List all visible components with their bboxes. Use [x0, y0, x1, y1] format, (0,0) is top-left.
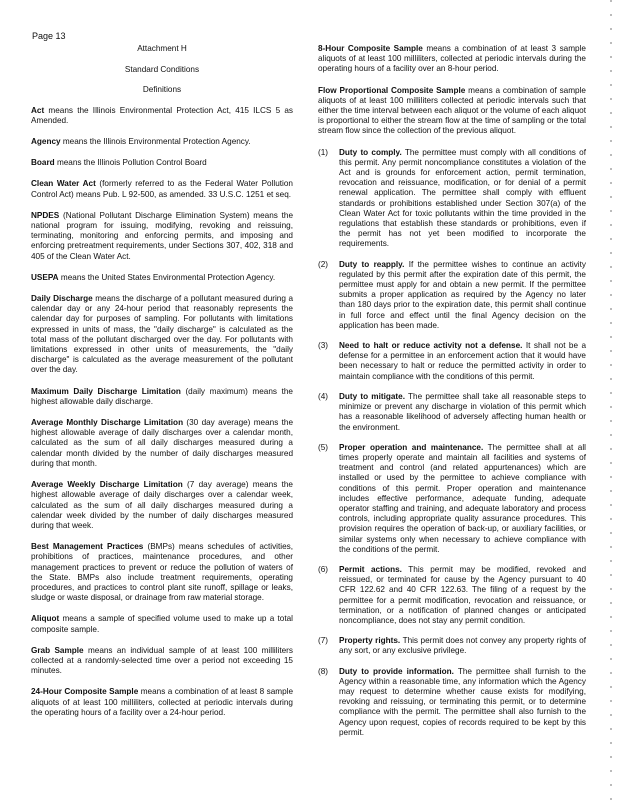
definition-item	[31, 179, 293, 199]
definition-text: (National Pollutant Discharge Elimination System) means the national program for issuing, modifying, revoking and reissuing, terminating, monitoring and enforcing permits, and imposing and enforcing pretreatment requirements, under Sections 307, 402, 318 and 405 of the Clean Water Act.	[31, 210, 293, 261]
condition-item	[318, 443, 586, 555]
condition-text: This permit may be modified, revoked and reissued, or terminated for cause by the Agency pursuant to 40 CFR 122.62 and 40 CFR 122.63. The filing of a request by the permittee for a permit modification, revocation and reissuance, or termination, or a notification of planned changes or anticipated noncompliance, does not stay any permit condition.	[339, 564, 586, 625]
definition-text: means a sample of specified volume used to make up a total composite sample.	[31, 614, 293, 634]
definition-text: means a combination of at least 3 sample aliquots of at least 100 milliliters, collected at periodic intervals during the operating hours of a facility over an 8-hour period.	[318, 44, 586, 74]
definition-item	[31, 273, 293, 283]
definition-term: 24-Hour Composite Sample	[31, 687, 139, 697]
definition-text: (daily maximum) means the highest allowable daily discharge.	[31, 386, 293, 406]
condition-text: The permittee shall take all reasonable steps to minimize or prevent any discharge in violation of this permit which has a reasonable likelihood of adversely affecting human health or the environment.	[339, 391, 586, 432]
definition-text: means the discharge of a pollutant measured during a calendar day or any 24-hour period that reasonably represents the calendar day for purposes of sampling. For pollutants with limitations expressed in units of mass, the "daily discharge" is calculated as the total mass of the pollutant discharged over the day. For pollutants with limitations expressed in other units of measurements, the "daily discharge" is calculated as the average measurement of the pollutant over the day.	[31, 294, 293, 375]
condition-title: Duty to comply.	[339, 147, 402, 157]
condition-number: (7)	[318, 636, 329, 646]
condition-text: It shall not be a defense for a permittee in an enforcement action that it would have been necessary to halt or reduce the permitted activity in order to maintain compliance with the conditions of this permit.	[339, 341, 587, 381]
definition-text: means the Illinois Pollution Control Board	[56, 158, 207, 168]
definition-item	[31, 387, 293, 407]
conditions-list	[318, 148, 586, 738]
definition-term: Act	[31, 105, 45, 115]
definition-text: (BMPs) means schedules of activities, prohibitions of practices, maintenance procedures, and other management practices to prevent or reduce the pollution of waters of the State. BMPs also include treatment requirements, operating procedures, and practices to control plant site runoff, spillage or leaks, sludge or waste disposal, or drainage from raw material storage.	[31, 542, 294, 603]
scan-edge-artifact	[610, 0, 612, 800]
page-number: Page 13	[32, 31, 66, 41]
condition-title: Duty to reapply.	[339, 259, 405, 269]
definition-item	[31, 646, 293, 677]
definition-term: Average Monthly Discharge Limitation	[31, 418, 184, 428]
definition-item	[31, 418, 293, 469]
condition-text: If the permittee wishes to continue an activity regulated by this permit after the expiration date of this permit, the permittee must apply for and obtain a new permit. If the permittee submits a proper application as required by the Agency no later than 180 days prior to the expiration date, this permit shall continue in full force and effect until the final Agency decision on the application has been made.	[339, 259, 586, 330]
definition-term: Board	[31, 158, 55, 168]
condition-number: (2)	[318, 259, 329, 269]
definition-term: Aliquot	[31, 614, 60, 624]
condition-title: Need to halt or reduce activity not a defense.	[339, 341, 523, 351]
standard-conditions-title: Standard Conditions	[124, 65, 200, 75]
definition-item	[31, 137, 293, 147]
definition-term: Best Management Practices	[31, 542, 144, 552]
definition-text: means the United States Environmental Protection Agency.	[60, 272, 276, 282]
condition-body	[339, 392, 586, 433]
definition-text: means a combination of at least 8 sample aliquots of at least 100 milliliters, collected at periodic intervals during the operating hours of a facility over a 24-hour period.	[31, 687, 293, 717]
condition-item	[318, 667, 586, 738]
condition-text: The permittee must comply with all conditions of this permit. Any permit noncompliance constitutes a violation of the Act and is grounds for enforcement action, permit termination, revocation and reissuance, modification, or for denial of a permit renewal application. The permittee shall comply with effluent standards or prohibitions established under Section 307(a) of the Clean Water Act for toxic pollutants within the time provided in the regulations that establish these standards or prohibitions, even if the permit has not yet been modified to incorporate the requirements.	[339, 147, 586, 249]
attachment-title: Attachment H	[137, 44, 187, 53]
condition-item	[318, 341, 586, 382]
condition-body	[339, 443, 586, 555]
condition-body	[339, 565, 586, 626]
condition-body	[339, 148, 586, 250]
condition-item	[318, 392, 586, 433]
condition-title: Property rights.	[339, 636, 401, 646]
definition-item	[31, 294, 293, 376]
definition-text: means a combination of sample aliquots of at least 100 milliliters collected at periodic intervals such that either the time interval between each aliquot or the volume of each aliquot is proportional to either the stream flow at the time of sampling or the total stream flow since the collection of the previous aliquot.	[318, 85, 586, 136]
definition-item	[318, 86, 586, 137]
condition-title: Proper operation and maintenance.	[339, 442, 484, 452]
condition-number: (8)	[318, 666, 329, 676]
condition-number: (6)	[318, 564, 329, 574]
definition-term: USEPA	[31, 272, 59, 282]
condition-body	[339, 667, 586, 738]
definition-text: means an individual sample of at least 100 milliliters collected at a randomly-selected time over a period not exceeding 15 minutes.	[31, 645, 293, 676]
definition-text: means the Illinois Environmental Protection Act, 415 ILCS 5 as Amended.	[31, 105, 293, 125]
condition-text: The permittee shall furnish to the Agency within a reasonable time, any information which the Agency may request to determine whether cause exists for modifying, revoking and reissuing, or terminating this permit, or to determine compliance with the permit. The permittee shall also furnish to the Agency upon request, copies of records required to be kept by this permit.	[339, 666, 586, 737]
definition-term: Agency	[31, 137, 61, 147]
condition-item	[318, 565, 586, 626]
definition-item	[31, 542, 293, 603]
condition-text: This permit does not convey any property rights of any sort, or any exclusive privilege.	[339, 636, 586, 656]
definitions-title: Definitions	[142, 85, 182, 95]
definition-item	[318, 44, 586, 75]
right-column	[318, 44, 586, 748]
left-column	[31, 44, 293, 729]
condition-item	[318, 636, 586, 656]
definition-text: (7 day average) means the highest allowable average of daily discharges over a calendar week, calculated as the sum of all daily discharges measured during a calendar week divided by the number of daily discharges measured during that week.	[31, 480, 293, 530]
definition-term: Maximum Daily Discharge Limitation	[31, 386, 181, 396]
definition-item	[31, 480, 293, 531]
definition-item	[31, 687, 293, 718]
definition-text: (formerly referred to as the Federal Water Pollution Control Act) means Pub. L 92-500, as amended. 33 U.S.C. 1251 et seq.	[31, 179, 293, 199]
definition-item	[31, 211, 293, 262]
definition-item	[31, 106, 293, 126]
definition-term: 8-Hour Composite Sample	[318, 44, 423, 53]
condition-body	[339, 636, 586, 656]
condition-number: (4)	[318, 391, 329, 401]
condition-body	[339, 260, 586, 331]
definition-term: Daily Discharge	[31, 294, 93, 304]
definition-term: Flow Proportional Composite Sample	[318, 85, 466, 95]
definition-text: means the Illinois Environmental Protection Agency.	[62, 137, 251, 147]
definitions-list-left	[31, 106, 293, 718]
definition-term: Clean Water Act	[31, 179, 96, 189]
condition-number: (1)	[318, 147, 329, 157]
condition-title: Duty to provide information.	[339, 666, 454, 676]
condition-item	[318, 148, 586, 250]
definition-term: Average Weekly Discharge Limitation	[31, 480, 183, 490]
condition-body	[339, 341, 586, 382]
definitions-list-right	[318, 44, 586, 137]
condition-title: Duty to mitigate.	[339, 391, 405, 401]
definition-item	[31, 158, 293, 168]
definition-term: Grab Sample	[31, 645, 84, 655]
condition-number: (5)	[318, 442, 329, 452]
condition-title: Permit actions.	[339, 564, 402, 574]
condition-item	[318, 260, 586, 331]
condition-text: The permittee shall at all times properly operate and maintain all facilities and systems of treatment and control (and related appurtenances) which are installed or used by the permittee to achieve compliance with conditions of this permit. Proper operation and maintenance includes effective performance, adequate funding, adequate operator staffing and training, and adequate laboratory and process controls, including appropriate quality assurance procedures. This provision requires the operation of back-up, or auxiliary facilities, or similar systems only when necessary to achieve compliance with the conditions of the permit.	[339, 442, 586, 554]
definition-term: NPDES	[31, 210, 60, 220]
condition-number: (3)	[318, 341, 329, 351]
definition-text: (30 day average) means the highest allowable average of daily discharges over a calendar month, calculated as the sum of all daily discharges measured during a calendar month divided by the number of daily discharges measured during that month.	[31, 418, 294, 468]
definition-item	[31, 614, 293, 634]
